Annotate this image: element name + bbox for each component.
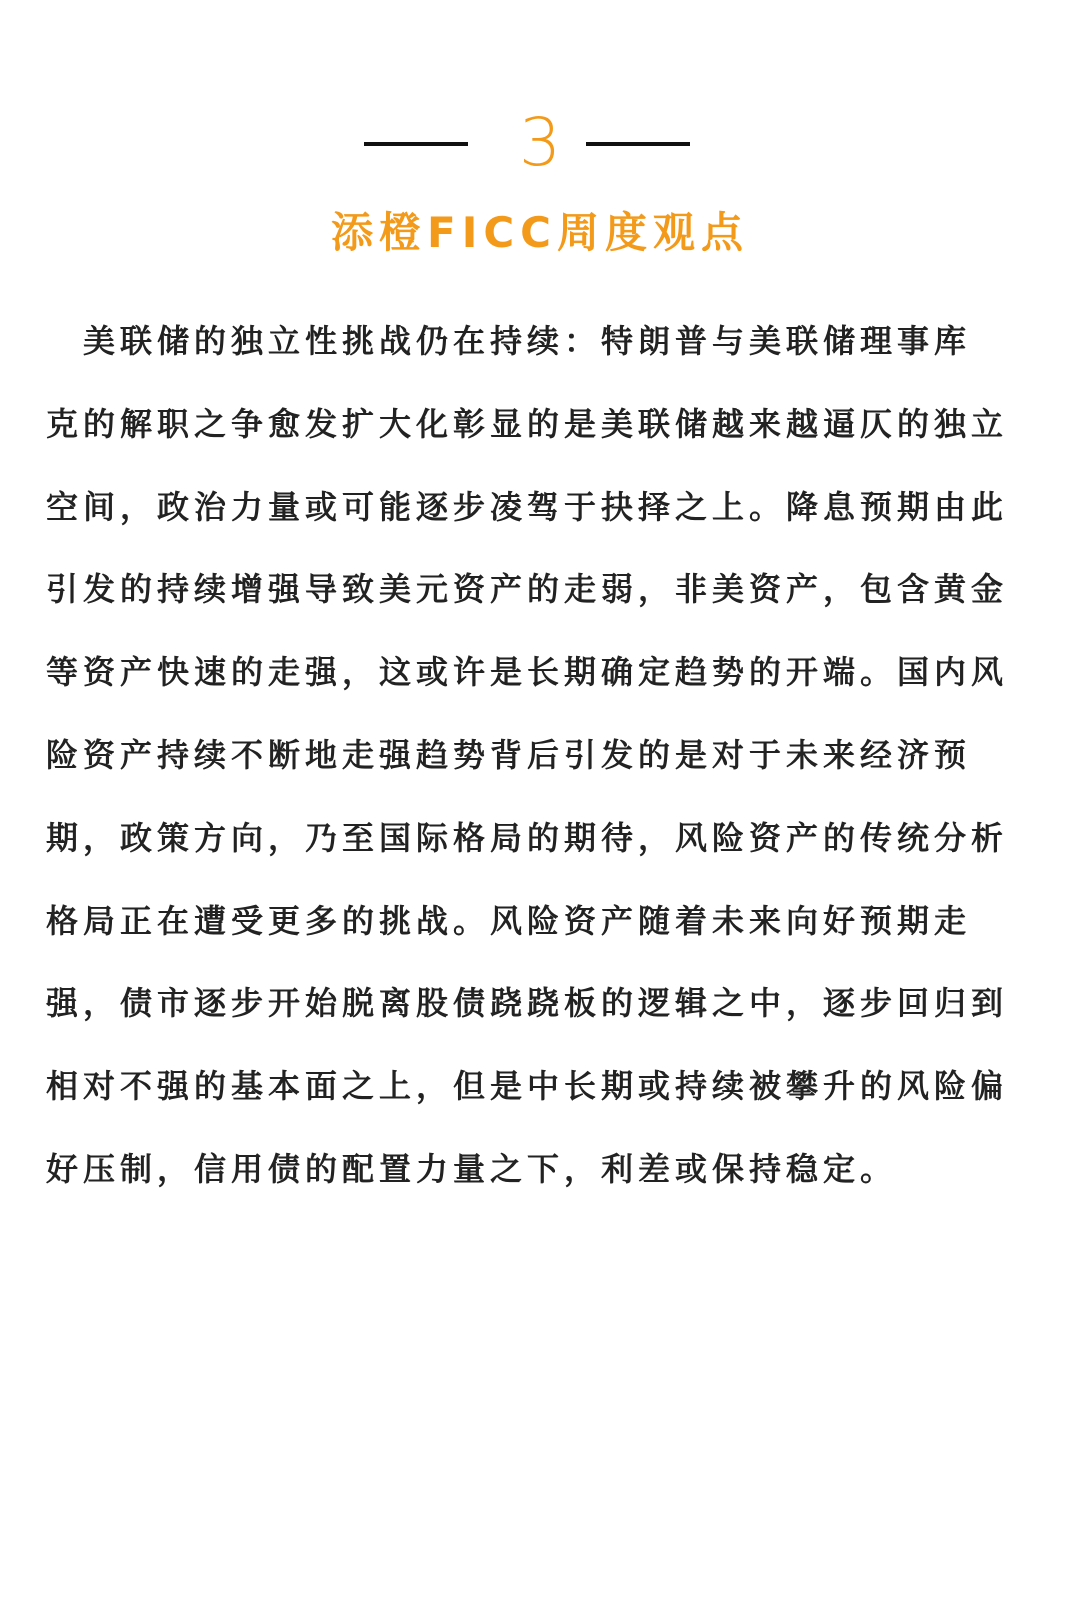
paragraph-line: 相对不强的基本面之上，但是中长期或持续被攀升的风险偏 bbox=[46, 1067, 1009, 1106]
paragraph-line: 美联储的独立性挑战仍在持续：特朗普与美联储理事库 bbox=[46, 322, 972, 360]
paragraph-line: 强，债市逐步开始脱离股债跷跷板的逻辑之中，逐步回归到 bbox=[46, 984, 1009, 1023]
right-rule bbox=[586, 142, 690, 146]
paragraph-line: 格局正在遭受更多的挑战。风险资产随着未来向好预期走 bbox=[46, 901, 972, 940]
section-title: 添橙FICC周度观点 bbox=[331, 208, 749, 257]
paragraph-line: 克的解职之争愈发扩大化彰显的是美联储越来越逼仄的独立 bbox=[46, 404, 1009, 443]
section-number: 3 bbox=[519, 104, 561, 181]
paragraph-line: 引发的持续增强导致美元资产的走弱，非美资产，包含黄金 bbox=[46, 570, 1009, 609]
paragraph-line: 险资产持续不断地走强趋势背后引发的是对于未来经济预 bbox=[46, 735, 972, 774]
paragraph-line: 等资产快速的走强，这或许是长期确定趋势的开端。国内风 bbox=[46, 653, 1009, 692]
paragraph-line: 期，政策方向，乃至国际格局的期待，风险资产的传统分析 bbox=[46, 818, 1009, 857]
paragraph-line: 空间，政治力量或可能逐步凌驾于抉择之上。降息预期由此 bbox=[46, 487, 1009, 526]
body-paragraph bbox=[46, 300, 1009, 1211]
section-header bbox=[0, 104, 1080, 181]
paragraph-line: 好压制，信用债的配置力量之下，利差或保持稳定。 bbox=[46, 1149, 898, 1188]
